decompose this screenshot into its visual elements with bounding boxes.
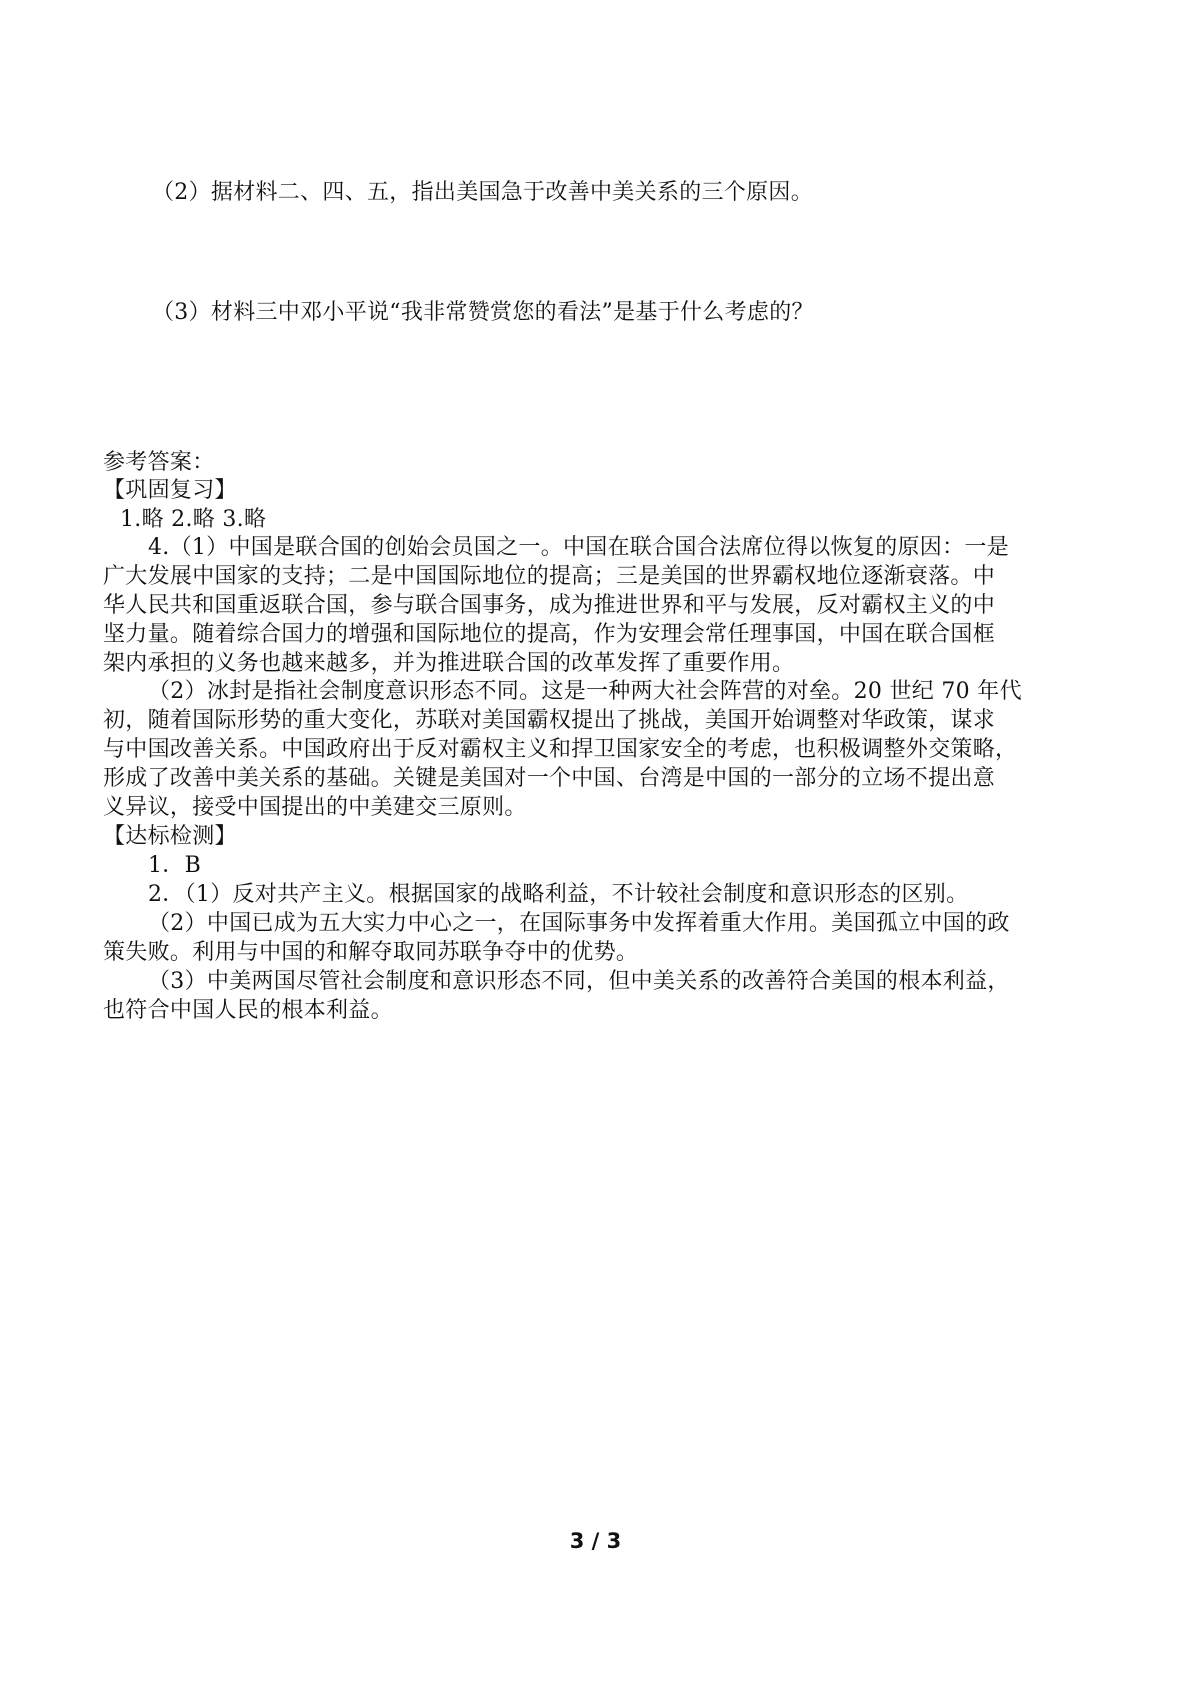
test-answer-2-3-line: 也符合中国人民的根本利益。	[103, 998, 393, 1023]
answer-4-1-line: 华人民共和国重返联合国，参与联合国事务，成为推进世界和平与发展，反对霸权主义的中	[103, 593, 996, 618]
answer-4-1-line: 4.（1）中国是联合国的创始会员国之一。中国在联合国合法席位得以恢复的原因：一是	[148, 535, 1009, 560]
test-answer-2-3-line: （3）中美两国尽管社会制度和意识形态不同，但中美关系的改善符合美国的根本利益，	[148, 969, 1010, 994]
test-answer-2-2-line: （2）中国已成为五大实力中心之一，在国际事务中发挥着重大作用。美国孤立中国的政	[148, 911, 1010, 936]
answer-4-1-line: 坚力量。随着综合国力的增强和国际地位的提高，作为安理会常任理事国，中国在联合国框	[103, 622, 996, 647]
answer-4-2-line: 与中国改善关系。中国政府出于反对霸权主义和捍卫国家安全的考虑，也积极调整外交策略，	[103, 737, 1018, 762]
review-items: 1.略 2.略 3.略	[120, 507, 267, 532]
page-number: 3 / 3	[569, 1529, 622, 1553]
test-answer-2-1: 2．（1）反对共产主义。根据国家的战略利益，不计较社会制度和意识形态的区别。	[148, 882, 969, 907]
section-test-title: 【达标检测】	[103, 824, 237, 849]
answer-4-2-line: 义异议，接受中国提出的中美建交三原则。	[103, 795, 527, 820]
answer-4-1-line: 架内承担的义务也越来越多，并为推进联合国的改革发挥了重要作用。	[103, 651, 795, 676]
section-review-title: 【巩固复习】	[103, 478, 237, 503]
test-answer-2-2-line: 策失败。利用与中国的和解夺取同苏联争夺中的优势。	[103, 940, 639, 965]
question-2: （2）据材料二、四、五，指出美国急于改善中美关系的三个原因。	[152, 180, 813, 205]
answer-4-2-line: （2）冰封是指社会制度意识形态不同。这是一种两大社会阵营的对垒。20 世纪 70 年代	[148, 679, 1022, 704]
test-answer-1: 1．B	[148, 853, 202, 878]
answers-heading: 参考答案：	[103, 450, 215, 475]
answer-4-2-line: 形成了改善中美关系的基础。关键是美国对一个中国、台湾是中国的一部分的立场不提出意	[103, 766, 996, 791]
answer-4-2-line: 初，随着国际形势的重大变化，苏联对美国霸权提出了挑战，美国开始调整对华政策，谋求	[103, 708, 996, 733]
question-3: （3）材料三中邓小平说“我非常赞赏您的看法”是基于什么考虑的？	[152, 300, 814, 325]
answer-4-1-line: 广大发展中国家的支持；二是中国国际地位的提高；三是美国的世界霸权地位逐渐衰落。中	[103, 564, 996, 589]
